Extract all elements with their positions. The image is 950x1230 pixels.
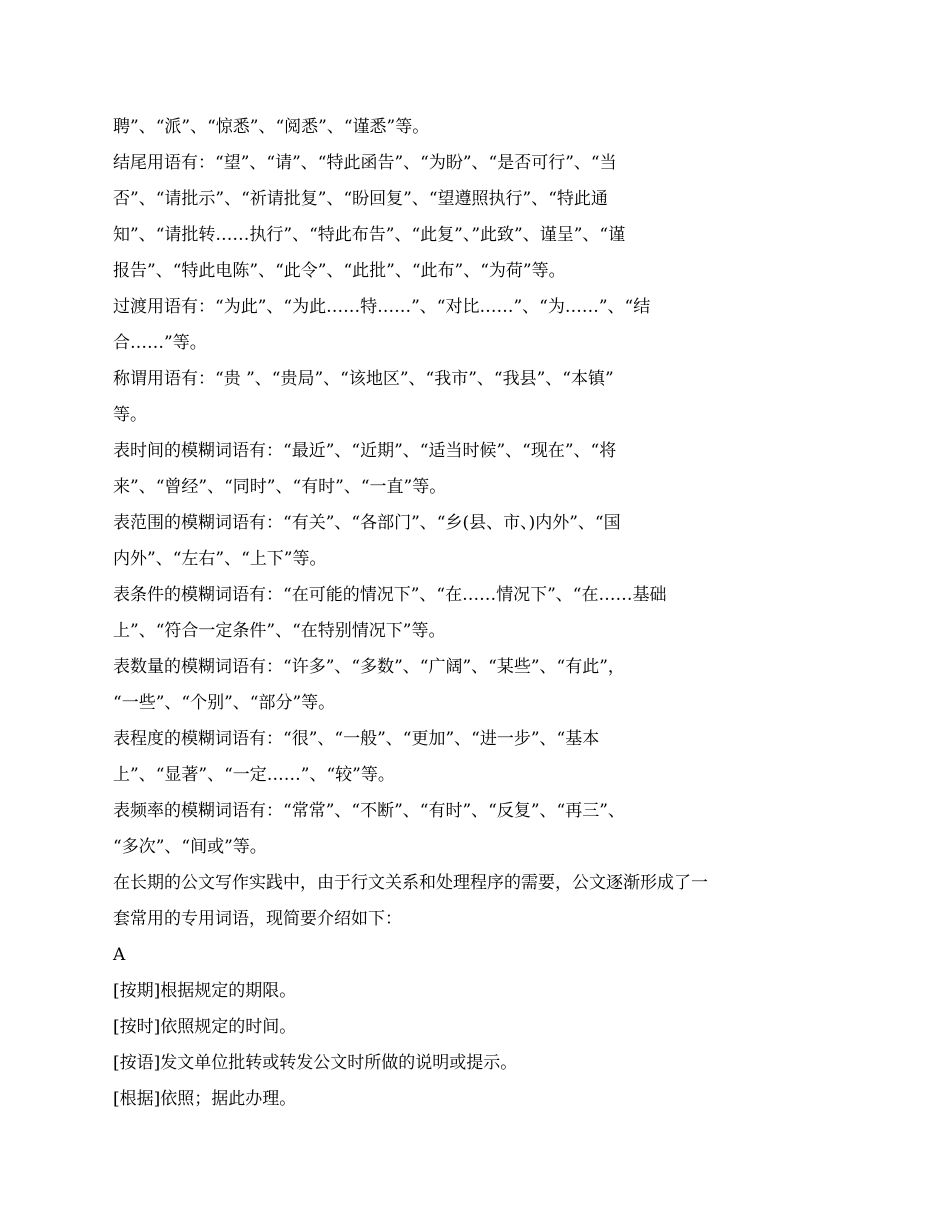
text-line: 内外”、“左右”、“上下”等。 — [113, 549, 327, 569]
glossary-entry: [根据]依照；据此办理。 — [113, 1089, 297, 1109]
text-line: 结尾用语有：“望”、“请”、“特此函告”、“为盼”、“是否可行”、“当 — [113, 153, 617, 173]
text-line: 表条件的模糊词语有：“在可能的情况下”、“在……情况下”、“在……基础 — [113, 585, 667, 605]
text-line: 表程度的模糊词语有：“很”、“一般”、“更加”、“进一步”、“基本 — [113, 729, 600, 749]
text-line: 表范围的模糊词语有：“有关”、“各部门”、“乡(县、市、)内外”、“国 — [113, 513, 621, 533]
text-line: 过渡用语有：“为此”、“为此……特……”、“对比……”、“为……”、“结 — [113, 297, 651, 317]
text-line: 上”、“符合一定条件”、“在特别情况下”等。 — [113, 621, 446, 641]
text-line: 报告”、“特此电陈”、“此令”、“此批”、“此布”、“为荷”等。 — [113, 261, 566, 281]
text-line: 表时间的模糊词语有：“最近”、“近期”、“适当时候”、“现在”、“将 — [113, 441, 617, 461]
text-line: 合……”等。 — [113, 333, 207, 353]
text-line: “一些”、“个别”、“部分”等。 — [113, 693, 336, 713]
text-line: 表频率的模糊词语有：“常常”、“不断”、“有时”、“反复”、“再三”、 — [113, 801, 625, 821]
text-line: 表数量的模糊词语有：“许多”、“多数”、“广阔”、“某些”、“有此”， — [113, 657, 625, 677]
text-line: “多次”、“间或”等。 — [113, 837, 267, 857]
text-line: 来”、“曾经”、“同时”、“有时”、“一直”等。 — [113, 477, 447, 497]
text-line: 知”、“请批转……执行”、“特此布告”、“此复”、”此致”、谨呈”、“谨 — [113, 225, 626, 245]
glossary-entry: [按时]依照规定的时间。 — [113, 1017, 297, 1037]
text-line: 否”、“请批示”、“祈请批复”、“盼回复”、“望遵照执行”、“特此通 — [113, 189, 608, 209]
text-line: 等。 — [113, 405, 147, 425]
glossary-entry: [按语]发文单位批转或转发公文时所做的说明或提示。 — [113, 1053, 518, 1073]
glossary-entry: [按期]根据规定的期限。 — [113, 981, 297, 1001]
text-line: 套常用的专用词语，现简要介绍如下： — [113, 909, 402, 929]
text-line: 上”、“显著”、“一定……”、“较”等。 — [113, 765, 395, 785]
document-body — [113, 109, 813, 1117]
text-line: 聘”、“派”、“惊悉”、“阅悉”、“谨悉”等。 — [113, 117, 430, 137]
text-line: 称谓用语有：“贵 ”、“贵局”、“该地区”、“我市”、“我县”、“本镇” — [113, 369, 614, 389]
text-line: 在长期的公文写作实践中，由于行文关系和处理程序的需要，公文逐渐形成了一 — [113, 873, 708, 893]
section-letter: A — [113, 945, 126, 965]
